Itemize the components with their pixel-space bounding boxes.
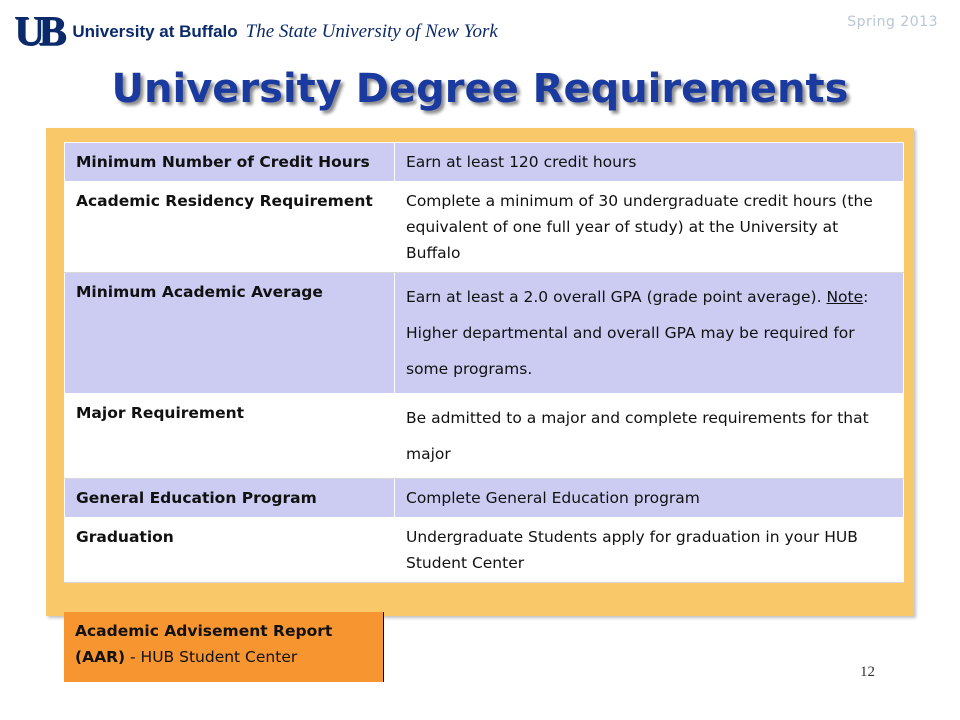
row-value [395, 273, 904, 394]
row-value: Undergraduate Students apply for graduation in your HUB Student Center [395, 518, 904, 583]
university-name: University at Buffalo [72, 22, 238, 41]
row-value: Be admitted to a major and complete requirements for that major [395, 394, 904, 479]
value-text: : Higher departmental and overall GPA may be required for some programs. [406, 288, 869, 378]
table-row [65, 182, 904, 273]
row-label: Minimum Number of Credit Hours [65, 143, 395, 182]
row-label: Major Requirement [65, 394, 395, 479]
ub-logo: UB [14, 9, 61, 55]
row-label: Graduation [65, 518, 395, 583]
aar-title: Academic Advisement Report (AAR) [75, 622, 333, 666]
row-value: Complete a minimum of 30 undergraduate credit hours (the equivalent of one full year of study) at the University at Buffalo [395, 182, 904, 273]
value-text: Earn at least a 2.0 overall GPA (grade point average). [406, 288, 822, 306]
table-row [65, 143, 904, 182]
table-row [65, 394, 904, 479]
row-value: Complete General Education program [395, 479, 904, 518]
system-name: The State University of New York [245, 21, 498, 42]
requirements-table [64, 142, 904, 583]
term-label: Spring 2013 [847, 14, 938, 30]
table-row [65, 273, 904, 394]
row-label: Academic Residency Requirement [65, 182, 395, 273]
row-label: Minimum Academic Average [65, 273, 395, 394]
aar-cell [64, 612, 384, 682]
page-title: University Degree Requirements [111, 66, 849, 112]
page-number: 12 [860, 664, 875, 680]
table-row [65, 518, 904, 583]
aar-detail: - HUB Student Center [125, 648, 298, 666]
row-label: General Education Program [65, 479, 395, 518]
table-row [65, 479, 904, 518]
row-value: Earn at least 120 credit hours [395, 143, 904, 182]
university-header [14, 10, 498, 54]
note-label: Note [826, 288, 864, 306]
